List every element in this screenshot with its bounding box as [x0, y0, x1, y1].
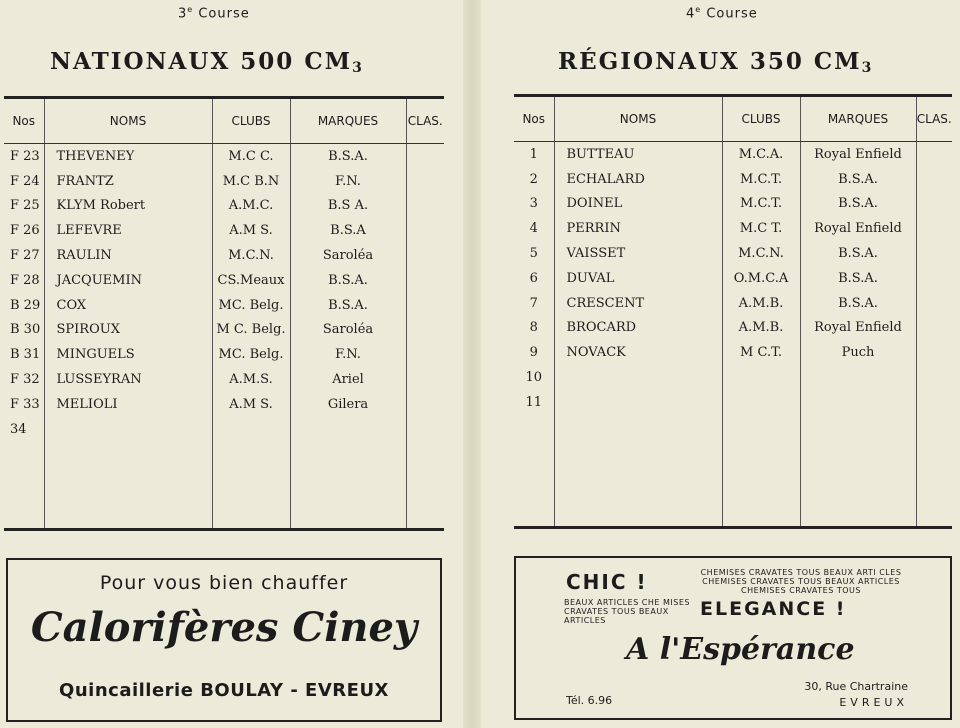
entry-make: B.S A.: [290, 194, 406, 219]
table-row: [514, 340, 952, 365]
blank-cell: [800, 415, 916, 528]
entry-number: F 27: [10, 248, 40, 264]
col-noms: NOMS: [554, 96, 722, 142]
entry-club: M.C B.N: [212, 169, 290, 194]
entry-clas: [916, 142, 952, 167]
course-heading-right: [686, 5, 758, 21]
entry-number: 2: [529, 171, 538, 187]
entry-clas: [916, 291, 952, 316]
entry-club: O.M.C.A: [722, 266, 800, 291]
entry-club: MC. Belg.: [212, 293, 290, 318]
entry-name: THEVENEY: [44, 144, 212, 169]
entry-make: Royal Enfield: [800, 216, 916, 241]
entry-number: B 30: [10, 322, 41, 338]
entry-clas: [916, 316, 952, 341]
entry-make: Gilera: [290, 392, 406, 417]
table-row: [514, 167, 952, 192]
entry-name: [554, 390, 722, 415]
entry-number: F 24: [10, 173, 40, 189]
entry-name: FRANTZ: [44, 169, 212, 194]
entry-club: M.C.A.: [722, 142, 800, 167]
entry-club: M.C T.: [722, 216, 800, 241]
entry-make: F.N.: [290, 169, 406, 194]
col-marques: MARQUES: [800, 96, 916, 142]
entry-name: DUVAL: [554, 266, 722, 291]
entry-number: 3: [529, 196, 538, 212]
entry-make: [290, 417, 406, 442]
course-sup: e: [187, 5, 194, 14]
entry-clas: [406, 417, 444, 442]
entry-name: ECHALARD: [554, 167, 722, 192]
blank-cell: [4, 442, 44, 530]
entry-club: A.M S.: [212, 218, 290, 243]
table-row: [4, 367, 444, 392]
entry-make: Royal Enfield: [800, 316, 916, 341]
entries-table-right: [514, 94, 952, 529]
advert-line1: Pour vous bien chauffer: [99, 572, 349, 594]
table-row: [4, 218, 444, 243]
entry-number: 8: [529, 320, 538, 336]
entry-make: B.S.A: [290, 218, 406, 243]
entry-club: A.M.S.: [212, 367, 290, 392]
table-row: [514, 266, 952, 291]
entry-number: F 26: [10, 223, 40, 239]
entry-clas: [916, 266, 952, 291]
advert-esperance: [514, 556, 952, 720]
entry-make: Ariel: [290, 367, 406, 392]
advert-calorifères: [6, 558, 442, 722]
entry-clas: [406, 268, 444, 293]
advert-shop: Quincaillerie BOULAY - EVREUX: [59, 680, 389, 701]
entry-club: A.M.B.: [722, 291, 800, 316]
table-row: [4, 169, 444, 194]
entry-name: PERRIN: [554, 216, 722, 241]
left-page: [0, 0, 460, 728]
entry-number: F 25: [10, 198, 40, 214]
entry-make: Puch: [800, 340, 916, 365]
entry-make: B.S.A.: [800, 291, 916, 316]
entry-number: B 29: [10, 297, 41, 313]
table-header: [4, 98, 444, 144]
col-noms: NOMS: [44, 98, 212, 144]
right-page: [480, 0, 960, 728]
entry-number: 11: [525, 394, 543, 410]
entry-club: M.C.T.: [722, 167, 800, 192]
advert-small-left: BEAUX ARTICLES CHE MISES CRAVATES TOUS BEAUX ARTICLES: [564, 598, 690, 625]
entry-club: M.C.N.: [722, 241, 800, 266]
col-clas: CLAS.: [916, 96, 952, 142]
entry-name: MINGUELS: [44, 342, 212, 367]
title-main: RÉGIONAUX 350 CM: [558, 48, 862, 75]
entry-clas: [406, 392, 444, 417]
advert-small-right: CHEMISES CRAVATES TOUS BEAUX ARTI CLES CHEMISES CRAVATES TOUS BEAUX ARTICLES CHEMISES CRAVATES TOUS: [700, 568, 902, 595]
entry-make: Saroléa: [290, 318, 406, 343]
entry-name: DOINEL: [554, 192, 722, 217]
advert-chic: CHIC !: [566, 570, 648, 594]
entry-clas: [406, 243, 444, 268]
entry-make: Royal Enfield: [800, 142, 916, 167]
col-clubs: CLUBS: [722, 96, 800, 142]
entry-number: F 32: [10, 372, 40, 388]
table-row: [4, 318, 444, 343]
entry-clas: [406, 318, 444, 343]
entry-make: B.S.A.: [800, 167, 916, 192]
table-row: [4, 417, 444, 442]
entry-clas: [406, 169, 444, 194]
page-fold: [463, 0, 481, 728]
table-row: [514, 241, 952, 266]
entry-name: BUTTEAU: [554, 142, 722, 167]
entry-number: F 33: [10, 396, 40, 412]
entry-clas: [916, 241, 952, 266]
entry-number: 9: [529, 345, 538, 361]
table-row: [4, 268, 444, 293]
entry-name: JACQUEMIN: [44, 268, 212, 293]
entry-number: 5: [529, 246, 538, 262]
table-blank-space: [514, 415, 952, 528]
entry-clas: [916, 390, 952, 415]
entry-clas: [916, 216, 952, 241]
entry-club: M.C C.: [212, 144, 290, 169]
table-row: [4, 293, 444, 318]
entry-club: M C. Belg.: [212, 318, 290, 343]
col-no: Nos: [4, 98, 44, 144]
table-row: [4, 342, 444, 367]
table-row: [4, 194, 444, 219]
blank-cell: [514, 415, 554, 528]
entry-club: [722, 390, 800, 415]
entry-clas: [406, 218, 444, 243]
race-title-right: [558, 48, 871, 76]
col-clubs: CLUBS: [212, 98, 290, 144]
title-main: NATIONAUX 500 CM: [50, 48, 353, 75]
blank-cell: [916, 415, 952, 528]
entry-name: RAULIN: [44, 243, 212, 268]
advert-brand: Calorifères Ciney: [30, 604, 418, 651]
entry-number: B 31: [10, 347, 41, 363]
entry-clas: [916, 192, 952, 217]
blank-cell: [212, 442, 290, 530]
entry-name: LEFEVRE: [44, 218, 212, 243]
table-row: [4, 144, 444, 169]
entry-club: A.M.C.: [212, 194, 290, 219]
table-blank-space: [4, 442, 444, 530]
race-title-left: [50, 48, 362, 76]
blank-cell: [554, 415, 722, 528]
entry-name: NOVACK: [554, 340, 722, 365]
advert-city: EVREUX: [839, 696, 908, 709]
course-label: Course: [706, 6, 758, 22]
entry-clas: [406, 144, 444, 169]
entry-name: LUSSEYRAN: [44, 367, 212, 392]
entry-number: 34: [10, 421, 27, 437]
table-row: [514, 216, 952, 241]
entry-make: [800, 365, 916, 390]
blank-cell: [290, 442, 406, 530]
entry-name: MELIOLI: [44, 392, 212, 417]
entry-club: MC. Belg.: [212, 342, 290, 367]
advert-address: 30, Rue Chartraine: [804, 680, 908, 693]
table-row: [514, 142, 952, 167]
col-no: Nos: [514, 96, 554, 142]
title-sub: 3: [861, 60, 872, 76]
entry-name: CRESCENT: [554, 291, 722, 316]
table-row: [514, 316, 952, 341]
blank-cell: [406, 442, 444, 530]
col-clas: CLAS.: [406, 98, 444, 144]
entry-club: M.C.N.: [212, 243, 290, 268]
entry-name: BROCARD: [554, 316, 722, 341]
entry-clas: [406, 367, 444, 392]
advert-phone: Tél. 6.96: [566, 694, 613, 707]
course-number: 3: [178, 6, 188, 22]
entry-name: VAISSET: [554, 241, 722, 266]
entry-clas: [406, 342, 444, 367]
entry-make: B.S.A.: [800, 241, 916, 266]
blank-cell: [722, 415, 800, 528]
table-header: [514, 96, 952, 142]
entry-club: [722, 365, 800, 390]
entries-table-left: [4, 96, 444, 531]
title-sub: 3: [352, 60, 362, 76]
table-row: [514, 192, 952, 217]
entry-number: 4: [529, 221, 538, 237]
entry-name: COX: [44, 293, 212, 318]
entry-number: 6: [529, 270, 538, 286]
blank-cell: [44, 442, 212, 530]
entry-make: F.N.: [290, 342, 406, 367]
entry-make: [800, 390, 916, 415]
entry-club: A.M.B.: [722, 316, 800, 341]
entry-club: M C.T.: [722, 340, 800, 365]
entry-make: B.S.A.: [290, 144, 406, 169]
entry-clas: [916, 167, 952, 192]
entry-name: KLYM Robert: [44, 194, 212, 219]
entry-name: SPIROUX: [44, 318, 212, 343]
entry-make: B.S.A.: [800, 192, 916, 217]
entry-make: Saroléa: [290, 243, 406, 268]
entry-club: A.M S.: [212, 392, 290, 417]
col-marques: MARQUES: [290, 98, 406, 144]
advert-elegance: ELEGANCE !: [700, 598, 847, 620]
table-row: [4, 392, 444, 417]
entry-number: 7: [529, 295, 538, 311]
entry-number: F 28: [10, 272, 40, 288]
table-row: [514, 291, 952, 316]
entry-club: CS.Meaux: [212, 268, 290, 293]
entry-club: [212, 417, 290, 442]
course-number: 4: [686, 6, 696, 22]
entry-clas: [406, 194, 444, 219]
entry-make: B.S.A.: [290, 293, 406, 318]
entry-number: F 23: [10, 148, 40, 164]
table-row: [514, 365, 952, 390]
table-row: [4, 243, 444, 268]
advert-shop-name: A l'Espérance: [626, 632, 855, 667]
entry-number: 10: [525, 370, 543, 386]
course-label: Course: [198, 6, 250, 22]
course-sup: e: [695, 5, 702, 14]
entry-name: [44, 417, 212, 442]
entry-club: M.C.T.: [722, 192, 800, 217]
entry-name: [554, 365, 722, 390]
entry-number: 1: [529, 146, 538, 162]
entry-clas: [916, 365, 952, 390]
entry-make: B.S.A.: [290, 268, 406, 293]
course-heading-left: [178, 5, 250, 21]
entry-make: B.S.A.: [800, 266, 916, 291]
table-row: [514, 390, 952, 415]
entry-clas: [406, 293, 444, 318]
entry-clas: [916, 340, 952, 365]
